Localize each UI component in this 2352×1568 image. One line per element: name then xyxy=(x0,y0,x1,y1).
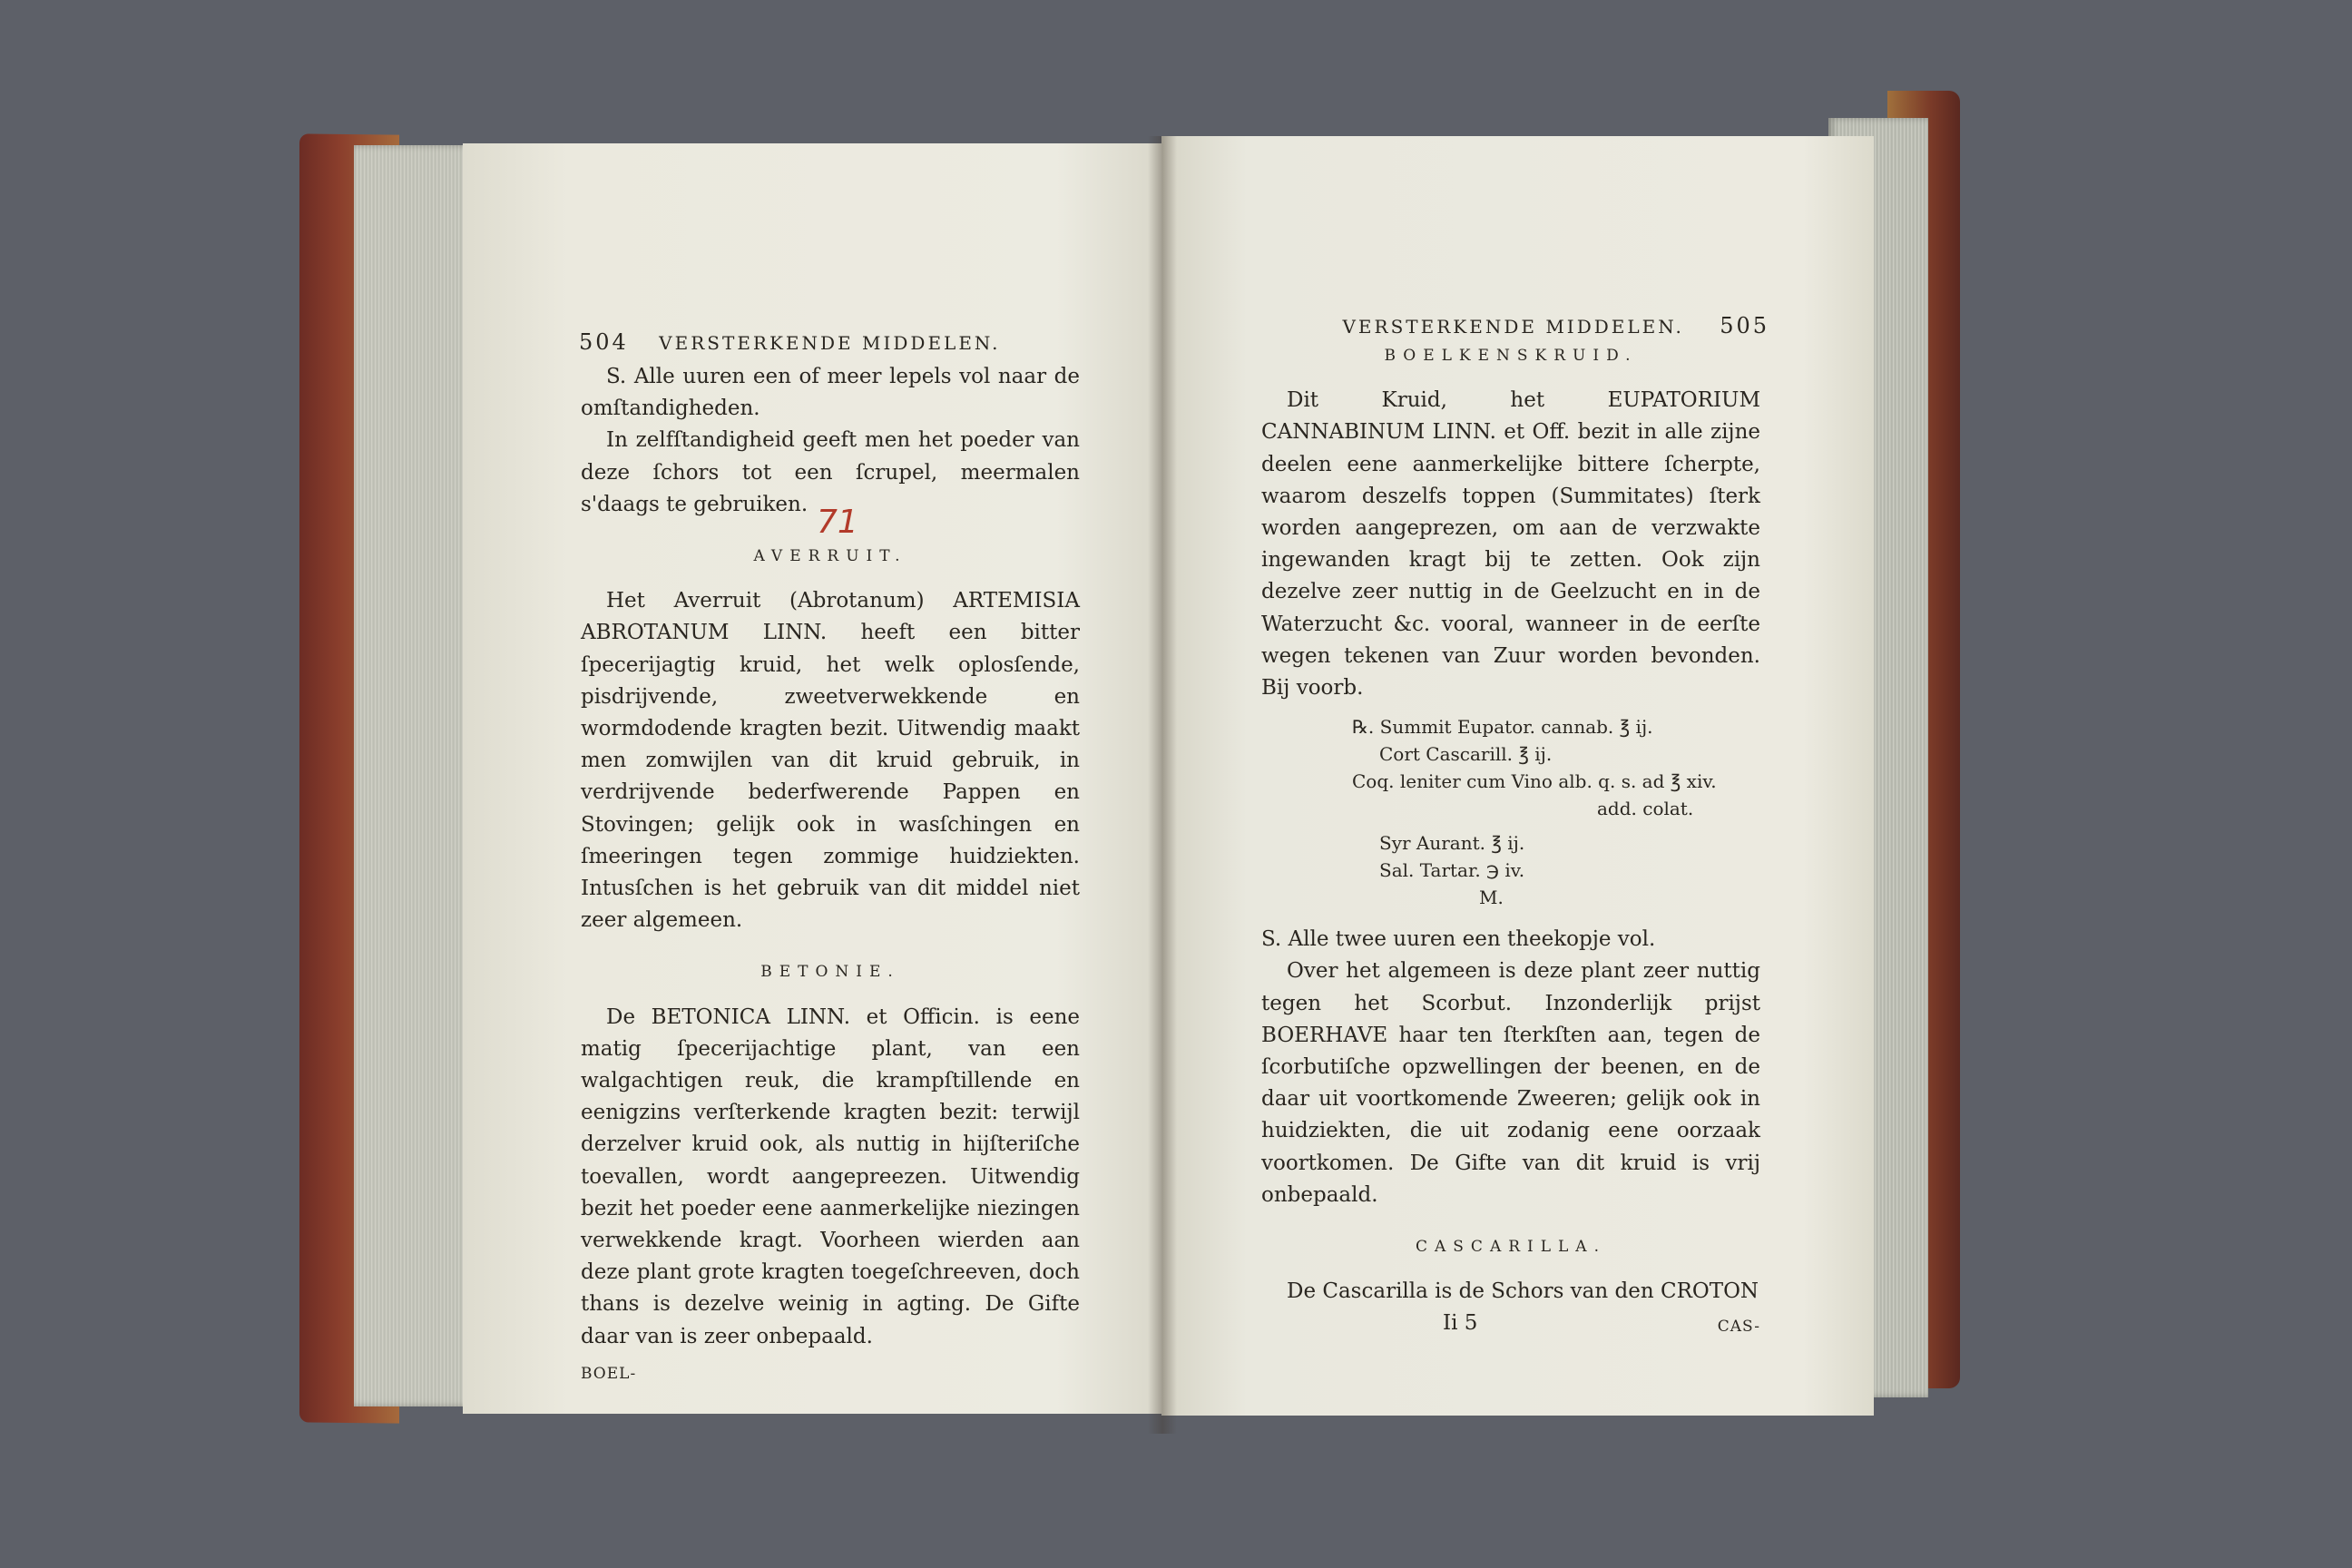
recipe-line: ℞. Summit Eupator. cannab. ℥ ij. xyxy=(1352,716,1653,739)
left-page xyxy=(463,143,1161,1414)
left-page-number: 504 xyxy=(579,329,629,355)
recipe-line: M. xyxy=(1479,887,1504,909)
recipe-block xyxy=(1261,713,1760,911)
signature-mark: Ii 5 xyxy=(1443,1311,1478,1336)
right-page xyxy=(1161,136,1874,1416)
recipe-line: add. colat. xyxy=(1597,798,1694,820)
section-text-scorbut: Over het algemeen is deze plant zeer nuttig tegen het Scorbut. Inzonderlijk prijst BOERHAVE haar ten ſterkſten aan, tegen de ſcorbutiſche opzwellingen der beenen, en de daar uit voortkomende Zweeren; gelijk ook in huidziekten, die uit zodanig eene oorzaak voortkomen. De Gifte van dit kruid is vrij onbepaald. xyxy=(1261,959,1760,1207)
recipe-line: Coq. leniter cum Vino alb. q. s. ad ℥ xiv. xyxy=(1352,770,1717,793)
section-title-averruit: AVERRUIT. xyxy=(753,547,907,566)
margin-note: 71 xyxy=(817,504,858,541)
right-page-text xyxy=(1261,340,1760,1338)
section-text-dosage: S. Alle twee uuren een theekopje vol. xyxy=(1261,927,1656,952)
right-running-title: VERSTERKENDE MIDDELEN. xyxy=(1342,316,1684,338)
section-text-cascarilla: De Cascarilla is de Schors van den CROTON xyxy=(1287,1279,1759,1304)
section-text-averruit: Het Averruit (Abrotanum) ARTEMISIA ABROTANUM LINN. heeft een bitter ſpecerijagtig kruid, het welk oplosſende, pisdrijvende, zweetverwekkende en wormdodende kragten bezit. Uitwendig maakt men zomwijlen van dit kruid gebruik, in verdrijvende bederfwerende Pappen en Stovingen; gelijk ook in wasſchingen en ſmeeringen tegen zommige huidziekten. Intusſchen is het gebruik van dit middel niet zeer algemeen. xyxy=(581,589,1080,933)
page-edges-left xyxy=(354,145,472,1406)
right-page-number: 505 xyxy=(1720,313,1769,338)
section-title-boelkenskruid: BOELKENSKRUID. xyxy=(1384,347,1638,365)
right-catchword: CAS- xyxy=(1717,1318,1760,1337)
left-intro-1: S. Alle uuren een of meer lepels vol naar de omſtandigheden. xyxy=(581,365,1080,421)
book-gutter xyxy=(1148,136,1177,1434)
left-catchword: BOEL- xyxy=(581,1364,637,1383)
recipe-line: Sal. Tartar. ℈ iv. xyxy=(1379,859,1525,882)
recipe-line: Syr Aurant. ℥ ij. xyxy=(1379,832,1525,855)
section-text-betonie: De BETONICA LINN. et Officin. is eene matig ſpecerijachtige plant, van een walgachtigen reuk, die krampſtillende en eenigzins verſterkende kragten bezit: terwijl derzelver kruid ook, als nuttig in hijſteriſche toevallen, wordt aangepreezen. Uitwendig bezit het poeder eene aanmerkelijke niezingen verwekkende kragt. Voorheen wierden aan deze plant grote kragten toegeſchreeven, doch thans is dezelve weinig in agting. De Gifte daar van is zeer onbepaald. xyxy=(581,1004,1080,1348)
section-title-cascarilla: CASCARILLA. xyxy=(1416,1238,1606,1257)
recipe-line: Cort Cascarill. ℥ ij. xyxy=(1379,743,1553,766)
section-title-betonie: BETONIE. xyxy=(760,963,900,982)
section-text-boelkenskruid: Dit Kruid, het EUPATORIUM CANNABINUM LINN. et Off. bezit in alle zijne deelen eene aanmerkelijke bittere ſcherpte, waarom deszelfs toppen (Summitates) ſterk worden aangeprezen, om aan de verzwakte ingewanden kragt bij te zetten. Ook zijn dezelve zeer nuttig in de Geelzucht en in de Waterzucht &c. vooral, wanneer in de eerſte wegen tekenen van Zuur worden bevonden. Bij voorb. xyxy=(1261,388,1760,701)
right-footer xyxy=(1261,1308,1760,1338)
left-running-title: VERSTERKENDE MIDDELEN. xyxy=(659,332,1001,354)
left-intro-2: In zelfſtandigheid geeft men het poeder van deze ſchors tot een ſcrupel, meermalen s'daags te gebruiken. xyxy=(581,428,1080,516)
open-book xyxy=(299,91,1978,1397)
left-running-head xyxy=(579,329,1087,366)
